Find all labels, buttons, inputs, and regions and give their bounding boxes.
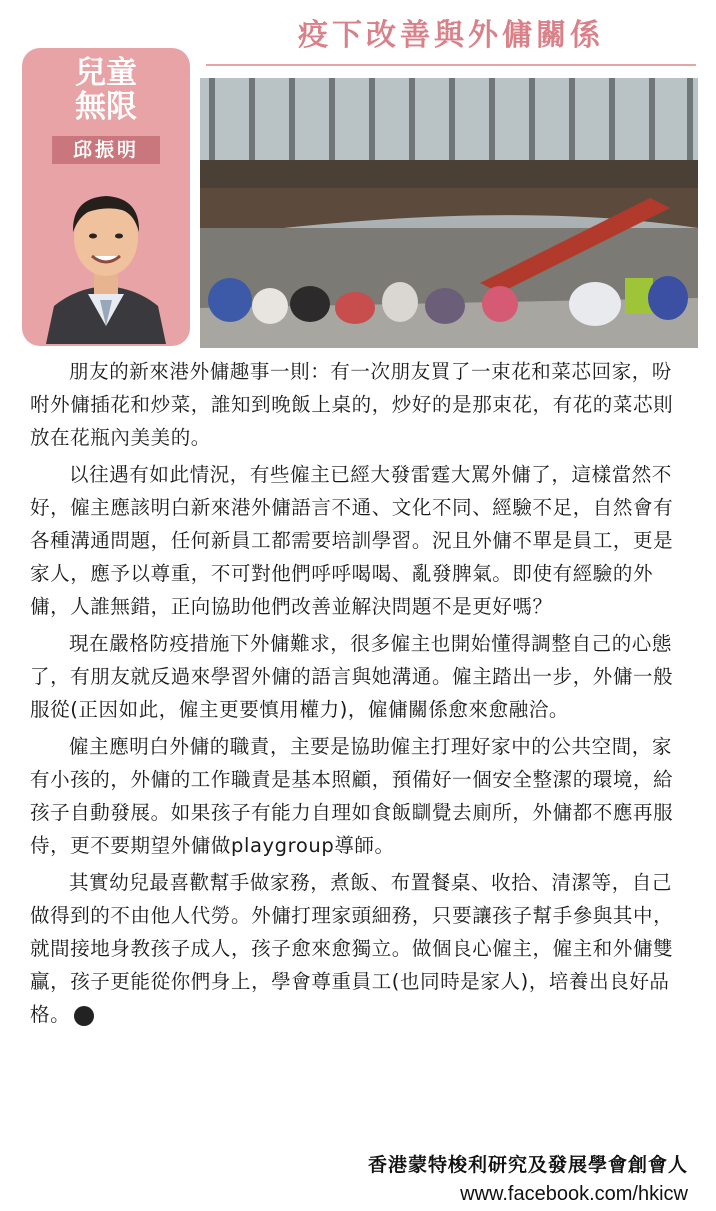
paragraph-2: 以往遇有如此情況，有些僱主已經大發雷霆大罵外傭了，這樣當然不好，僱主應該明白新來港外傭語言不通、文化不同、經驗不足，自然會有各種溝通問題，任何新員工都需要培訓學習。況且外傭不單是員工，更是家人，應予以尊重，不可對他們呼呼喝喝、亂發脾氣。即使有經驗的外傭，人誰無錯，正向協助他們改善並解決問題不是更好嗎？ (30, 463, 674, 618)
article-body (30, 355, 690, 1031)
author-portrait (36, 176, 176, 344)
facebook-url[interactable]: www.facebook.com/hkicw (460, 1183, 688, 1205)
column-name (22, 56, 190, 124)
end-mark-logo: am (74, 1006, 94, 1026)
column-name-line2: 無限 (75, 89, 137, 125)
paragraph-3: 現在嚴格防疫措施下外傭難求，很多僱主也開始懂得調整自己的心態了，有朋友就反過來學習外傭的語言與她溝通。僱主踏出一步，外傭一般服從(正因如此，僱主更要慎用權力)，僱傭關係愈來愈融洽。 (30, 632, 674, 721)
paragraph-4: 僱主應明白外傭的職責，主要是協助僱主打理好家中的公共空間，家有小孩的，外傭的工作職責是基本照顧，預備好一個安全整潔的環境，給孩子自動發展。如果孩子有能力自理如食飯瞓覺去廁所，外傭都不應再服侍，更不要期望外傭做playgroup導師。 (30, 735, 674, 857)
paragraph-5 (30, 866, 690, 1031)
author-name: 邱振明 (52, 136, 160, 164)
article-title: 疫下改善與外傭關係 (298, 18, 604, 53)
paragraph-5-text: 其實幼兒最喜歡幫手做家務，煮飯、布置餐桌、收拾、清潔等，自己做得到的不由他人代勞。外傭打理家頭細務，只要讓孩子幫手參與其中，就間接地身教孩子成人，孩子愈來愈獨立。做個良心僱主，僱主和外傭雙贏，孩子更能從你們身上，學會尊重員工(也同時是家人)，培養出良好品格。 (30, 871, 674, 1026)
paragraph-1: 朋友的新來港外傭趣事一則：有一次朋友買了一束花和菜芯回家，吩咐外傭插花和炒菜，誰知到晚飯上桌的，炒好的是那束花，有花的菜芯則放在花瓶內美美的。 (30, 360, 674, 449)
article-photo (200, 78, 698, 348)
title-underline (206, 64, 696, 66)
column-badge (22, 48, 190, 346)
column-name-line1: 兒童 (75, 55, 137, 91)
author-signature: 香港蒙特梭利研究及發展學會創會人 (367, 1154, 688, 1176)
